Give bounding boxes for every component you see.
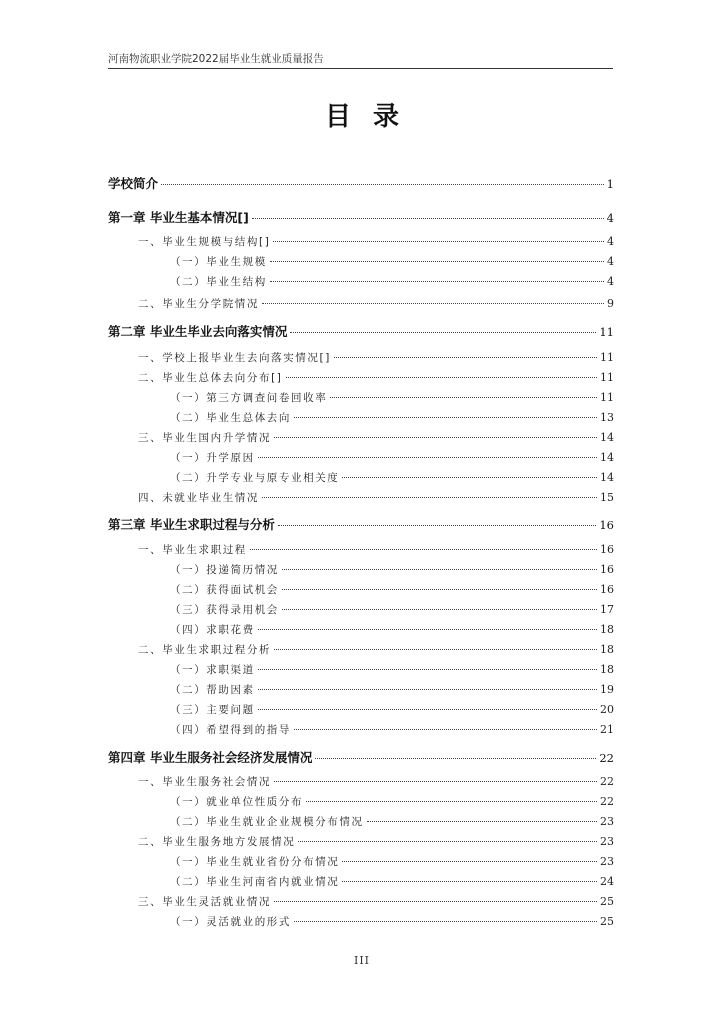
toc-subsection-entry[interactable] [108,874,614,889]
toc-section-entry[interactable] [108,430,614,445]
toc-leader-dots [258,689,597,690]
toc-leader-dots [258,629,597,630]
toc-leader-dots [286,377,598,378]
toc-entry-page: 16 [600,583,614,596]
toc-leader-dots [294,417,597,418]
page-header [108,52,613,69]
toc-entry-label: （二）毕业生就业企业规模分布情况 [170,816,364,828]
toc-leader-dots [294,729,597,730]
toc-entry-page: 25 [600,895,614,908]
toc-entry-page: 16 [600,563,614,576]
toc-chapter-entry[interactable] [108,208,614,226]
toc-leader-dots [334,357,597,358]
toc-entry-page: 22 [600,795,614,808]
toc-subsection-entry[interactable] [108,722,614,737]
page-title: 目录 [324,102,421,132]
toc-leader-dots [274,437,597,438]
toc-entry-page: 18 [600,643,614,656]
toc-entry-label: （一）投递简历情况 [170,564,279,576]
toc-subsection-entry[interactable] [108,254,614,269]
toc-subsection-entry[interactable] [108,274,614,289]
toc-leader-dots [262,497,597,498]
toc-entry-label: （三）获得录用机会 [170,604,279,616]
toc-entry-label: （一）毕业生规模 [170,256,267,268]
toc-entry-page: 4 [607,235,614,248]
toc-entry-label: 二、毕业生求职过程分析 [138,644,272,656]
toc-leader-dots [274,901,597,902]
toc-entry-label: （一）就业单位性质分布 [170,796,304,808]
toc-entry-page: 19 [600,683,614,696]
toc-subsection-entry[interactable] [108,410,614,425]
toc-entry-label: 二、毕业生总体去向分布[] [138,372,283,384]
toc-leader-dots [290,332,596,333]
toc-entry-page: 18 [600,623,614,636]
toc-entry-page: 24 [600,875,614,888]
toc-entry-label: （二）毕业生总体去向 [170,412,291,424]
toc-leader-dots [278,525,597,526]
toc-leader-dots [298,841,597,842]
toc-subsection-entry[interactable] [108,582,614,597]
toc-subsection-entry[interactable] [108,854,614,869]
toc-leader-dots [270,261,604,262]
toc-entry-page: 22 [599,751,614,765]
toc-entry-label: （二）升学专业与原专业相关度 [170,472,340,484]
toc-section-entry[interactable] [108,774,614,789]
toc-entry-label: 第二章 毕业生毕业去向落实情况 [108,324,288,339]
toc-leader-dots [330,397,597,398]
toc-chapter-entry[interactable] [108,515,614,533]
toc-entry-page: 14 [600,431,614,444]
toc-entry-page: 18 [600,663,614,676]
toc-entry-page: 25 [600,915,614,928]
toc-section-entry[interactable] [108,370,614,385]
toc-leader-dots [315,758,596,759]
toc-entry-page: 22 [600,775,614,788]
toc-subsection-entry[interactable] [108,814,614,829]
toc-entry-label: （一）灵活就业的形式 [170,916,291,928]
toc-entry-page: 20 [600,703,614,716]
toc-section-entry[interactable] [108,490,614,505]
toc-entry-label: （二）获得面试机会 [170,584,279,596]
toc-subsection-entry[interactable] [108,470,614,485]
toc-subsection-entry[interactable] [108,914,614,929]
toc-entry-label: （四）求职花费 [170,624,255,636]
toc-leader-dots [342,861,597,862]
toc-entry-page: 21 [600,723,614,736]
toc-leader-dots [250,549,597,550]
toc-entry-page: 23 [600,855,614,868]
toc-leader-dots [342,881,597,882]
toc-entry-page: 11 [600,371,614,384]
toc-chapter-entry[interactable] [108,748,614,766]
toc-entry-page: 4 [607,255,614,268]
toc-entry-page: 16 [600,543,614,556]
toc-subsection-entry[interactable] [108,562,614,577]
toc-entry-page: 4 [607,275,614,288]
toc-section-entry[interactable] [108,296,614,311]
toc-subsection-entry[interactable] [108,702,614,717]
toc-leader-dots [258,457,597,458]
toc-leader-dots [274,781,597,782]
toc-entry-page: 17 [600,603,614,616]
toc-section-entry[interactable] [108,350,614,365]
toc-subsection-entry[interactable] [108,622,614,637]
toc-entry-label: （一）毕业生就业省份分布情况 [170,856,340,868]
toc-entry-label: （一）求职渠道 [170,664,255,676]
toc-section-entry[interactable] [108,834,614,849]
toc-entry-page: 11 [600,391,614,404]
toc-entry-page: 23 [600,815,614,828]
toc-leader-dots [282,609,597,610]
toc-subsection-entry[interactable] [108,390,614,405]
toc-leader-dots [274,649,597,650]
toc-section-entry[interactable] [108,894,614,909]
toc-subsection-entry[interactable] [108,682,614,697]
toc-entry-label: 三、毕业生国内升学情况 [138,432,272,444]
toc-section-entry[interactable] [108,234,614,249]
toc-leader-dots [367,821,597,822]
toc-leader-dots [258,709,597,710]
toc-entry-label: （二）帮助因素 [170,684,255,696]
toc-entry-page: 11 [599,325,614,339]
toc-entry-label: 三、毕业生灵活就业情况 [138,896,272,908]
toc-leader-dots [342,477,597,478]
toc-entry-label: （一）第三方调查问卷回收率 [170,392,328,404]
toc-section-entry[interactable] [108,642,614,657]
toc-entry-label: 二、毕业生服务地方发展情况 [138,836,296,848]
toc-leader-dots [282,589,597,590]
toc-entry-label: （二）毕业生结构 [170,276,267,288]
toc-entry-label: 一、毕业生求职过程 [138,544,247,556]
toc-entry-page: 9 [607,297,614,310]
toc-subsection-entry[interactable] [108,794,614,809]
toc-leader-dots [252,218,604,219]
toc-subsection-entry[interactable] [108,662,614,677]
toc-entry-label: 第一章 毕业生基本情况[] [108,210,249,225]
toc-entry-page: 11 [600,351,614,364]
toc-section-entry[interactable] [108,542,614,557]
toc-entry-label: 第四章 毕业生服务社会经济发展情况 [108,750,313,765]
toc-leader-dots [282,569,597,570]
toc-leader-dots [258,669,597,670]
toc-entry-label: 二、毕业生分学院情况 [138,298,259,310]
toc-chapter-entry[interactable] [108,174,614,192]
header-title: 河南物流职业学院2022届毕业生就业质量报告 [108,53,324,65]
toc-entry-page: 14 [600,471,614,484]
toc-chapter-entry[interactable] [108,322,614,340]
toc-entry-label: 一、毕业生规模与结构[] [138,236,271,248]
toc-entry-label: （四）希望得到的指导 [170,724,291,736]
toc-entry-label: 四、未就业毕业生情况 [138,492,259,504]
toc-leader-dots [273,241,604,242]
toc-entry-page: 1 [606,177,614,191]
toc-entry-page: 23 [600,835,614,848]
toc-subsection-entry[interactable] [108,602,614,617]
toc-subsection-entry[interactable] [108,450,614,465]
toc-entry-page: 13 [600,411,614,424]
toc-entry-label: 一、学校上报毕业生去向落实情况[] [138,352,331,364]
toc-leader-dots [161,184,604,185]
toc-leader-dots [262,303,604,304]
toc-leader-dots [270,281,604,282]
toc-entry-page: 15 [600,491,614,504]
toc-entry-label: （三）主要问题 [170,704,255,716]
toc-leader-dots [306,801,597,802]
toc-entry-page: 16 [599,518,614,532]
page-number: III [353,954,371,967]
toc-entry-label: （二）毕业生河南省内就业情况 [170,876,340,888]
toc-entry-page: 14 [600,451,614,464]
toc-entry-label: 一、毕业生服务社会情况 [138,776,272,788]
toc-leader-dots [294,921,597,922]
toc-entry-label: 学校简介 [108,176,159,191]
toc-entry-page: 4 [606,211,614,225]
toc-entry-label: 第三章 毕业生求职过程与分析 [108,517,275,532]
toc-entry-label: （一）升学原因 [170,452,255,464]
